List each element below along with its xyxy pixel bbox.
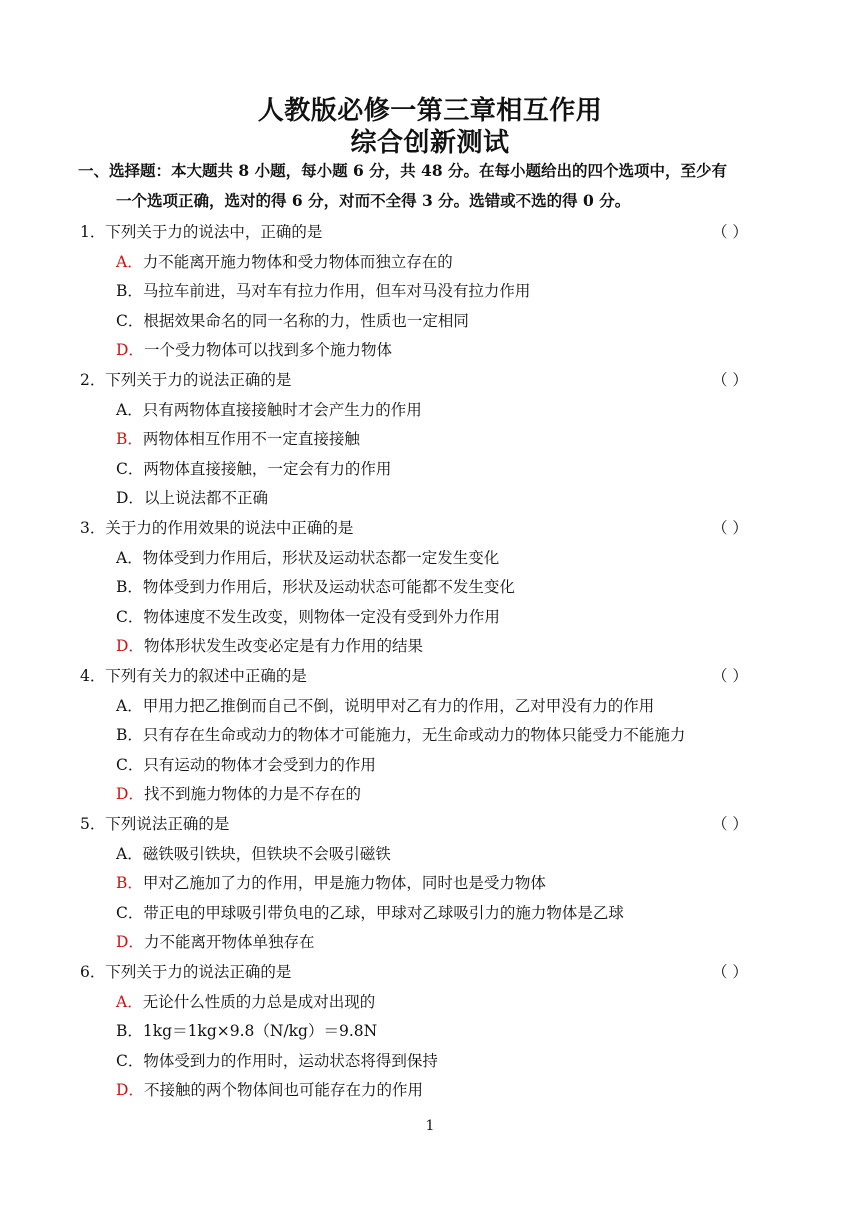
answer-bracket: （ ） (712, 519, 748, 537)
option-item (116, 723, 685, 745)
answer-bracket: （ ） (712, 223, 748, 241)
option-letter: A． (116, 844, 143, 863)
answer-bracket: （ ） (712, 371, 748, 389)
option-item (116, 605, 500, 627)
option-text: 只有运动的物体才会受到力的作用 (143, 755, 376, 774)
answer-bracket: （ ） (712, 963, 748, 981)
option-text: 找不到施力物体的力是不存在的 (143, 785, 361, 804)
option-letter: A． (116, 400, 143, 419)
page-number: 1 (425, 1118, 435, 1134)
option-text: 以上说法都不正确 (143, 489, 268, 508)
option-letter: B． (116, 726, 143, 745)
option-text: 只有存在生命或动力的物体才可能施力，无生命或动力的物体只能受力不能施力 (142, 726, 686, 745)
question-stem: 6．下列关于力的说法正确的是 (80, 963, 292, 981)
option-item (116, 1078, 423, 1100)
page-subtitle: 综合创新测试 (350, 128, 510, 158)
option-item (116, 279, 530, 301)
option-letter: B． (116, 1022, 143, 1041)
option-item (116, 338, 392, 360)
option-text: 物体形状发生改变必定是有力作用的结果 (143, 637, 423, 656)
question-stem: 5．下列说法正确的是 (80, 815, 230, 833)
option-letter: A． (116, 252, 143, 271)
option-letter: C． (116, 755, 144, 774)
option-item (116, 457, 391, 479)
option-text: 甲对乙施加了力的作用，甲是施力物体，同时也是受力物体 (142, 874, 546, 893)
option-letter: C． (116, 459, 144, 478)
option-text: 物体受到力作用后，形状及运动状态可能都不发生变化 (142, 578, 515, 597)
option-text: 力不能离开施力物体和受力物体而独立存在的 (142, 252, 453, 271)
answer-bracket: （ ） (712, 667, 748, 685)
option-letter: C． (116, 1051, 144, 1070)
answer-bracket: （ ） (712, 815, 748, 833)
option-text: 1kg＝1kg×9.8（N/kg）＝9.8N (142, 1022, 378, 1041)
option-text: 不接触的两个物体间也可能存在力的作用 (143, 1081, 423, 1100)
option-item (116, 1049, 438, 1071)
option-letter: D． (116, 341, 144, 360)
option-text: 带正电的甲球吸引带负电的乙球，甲球对乙球吸引力的施力物体是乙球 (143, 903, 624, 922)
question-stem: 1．下列关于力的说法中，正确的是 (80, 223, 323, 241)
option-item (116, 546, 499, 568)
option-item (116, 930, 314, 952)
option-letter: D． (116, 933, 144, 952)
option-letter: C． (116, 311, 144, 330)
option-letter: B． (116, 874, 143, 893)
option-letter: B． (116, 578, 143, 597)
option-item (116, 398, 422, 420)
question-stem: 4．下列有关力的叙述中正确的是 (80, 667, 307, 685)
option-text: 两物体直接接触，一定会有力的作用 (143, 459, 392, 478)
option-text: 甲用力把乙推倒而自己不倒，说明甲对乙有力的作用，乙对甲没有力的作用 (142, 696, 655, 715)
instructions-line-2: 一个选项正确，选对的得 6 分，对而不全得 3 分。选错或不选的得 0 分。 (116, 191, 631, 210)
section-instructions (78, 156, 798, 216)
option-text: 力不能离开物体单独存在 (143, 933, 315, 952)
option-text: 根据效果命名的同一名称的力，性质也一定相同 (143, 311, 469, 330)
option-item (116, 634, 423, 656)
instructions-line-1: 一、选择题：本大题共 8 小题，每小题 6 分，共 48 分。在每小题给出的四个选项中，至少有 (78, 161, 728, 180)
page-title: 人教版必修一第三章相互作用 (257, 96, 603, 126)
option-text: 无论什么性质的力总是成对出现的 (142, 992, 376, 1011)
question-stem: 2．下列关于力的说法正确的是 (80, 371, 292, 389)
option-item (116, 694, 654, 716)
option-item (116, 842, 391, 864)
option-text: 两物体相互作用不一定直接接触 (142, 430, 360, 449)
option-item (116, 309, 469, 331)
option-text: 磁铁吸引铁块，但铁块不会吸引磁铁 (142, 844, 391, 863)
option-item (116, 901, 624, 923)
option-letter: D． (116, 489, 144, 508)
option-item (116, 1019, 377, 1041)
option-letter: C． (116, 607, 144, 626)
option-letter: C． (116, 903, 144, 922)
option-letter: B． (116, 282, 143, 301)
option-item (116, 871, 546, 893)
option-item (116, 990, 375, 1012)
option-item (116, 782, 361, 804)
option-item (116, 250, 453, 272)
question-stem: 3．关于力的作用效果的说法中正确的是 (80, 519, 354, 537)
option-letter: A． (116, 992, 143, 1011)
option-letter: A． (116, 696, 143, 715)
option-text: 物体受到力作用后，形状及运动状态都一定发生变化 (142, 548, 500, 567)
option-letter: D． (116, 637, 144, 656)
option-item (116, 486, 268, 508)
option-item (116, 427, 360, 449)
option-text: 物体速度不发生改变，则物体一定没有受到外力作用 (143, 607, 500, 626)
option-text: 物体受到力的作用时，运动状态将得到保持 (143, 1051, 438, 1070)
option-letter: D． (116, 785, 144, 804)
option-text: 一个受力物体可以找到多个施力物体 (143, 341, 392, 360)
option-letter: D． (116, 1081, 144, 1100)
option-item (116, 575, 515, 597)
option-letter: B． (116, 430, 143, 449)
option-item (116, 753, 376, 775)
option-letter: A． (116, 548, 143, 567)
option-text: 只有两物体直接接触时才会产生力的作用 (142, 400, 422, 419)
option-text: 马拉车前进，马对车有拉力作用，但车对马没有拉力作用 (142, 282, 531, 301)
